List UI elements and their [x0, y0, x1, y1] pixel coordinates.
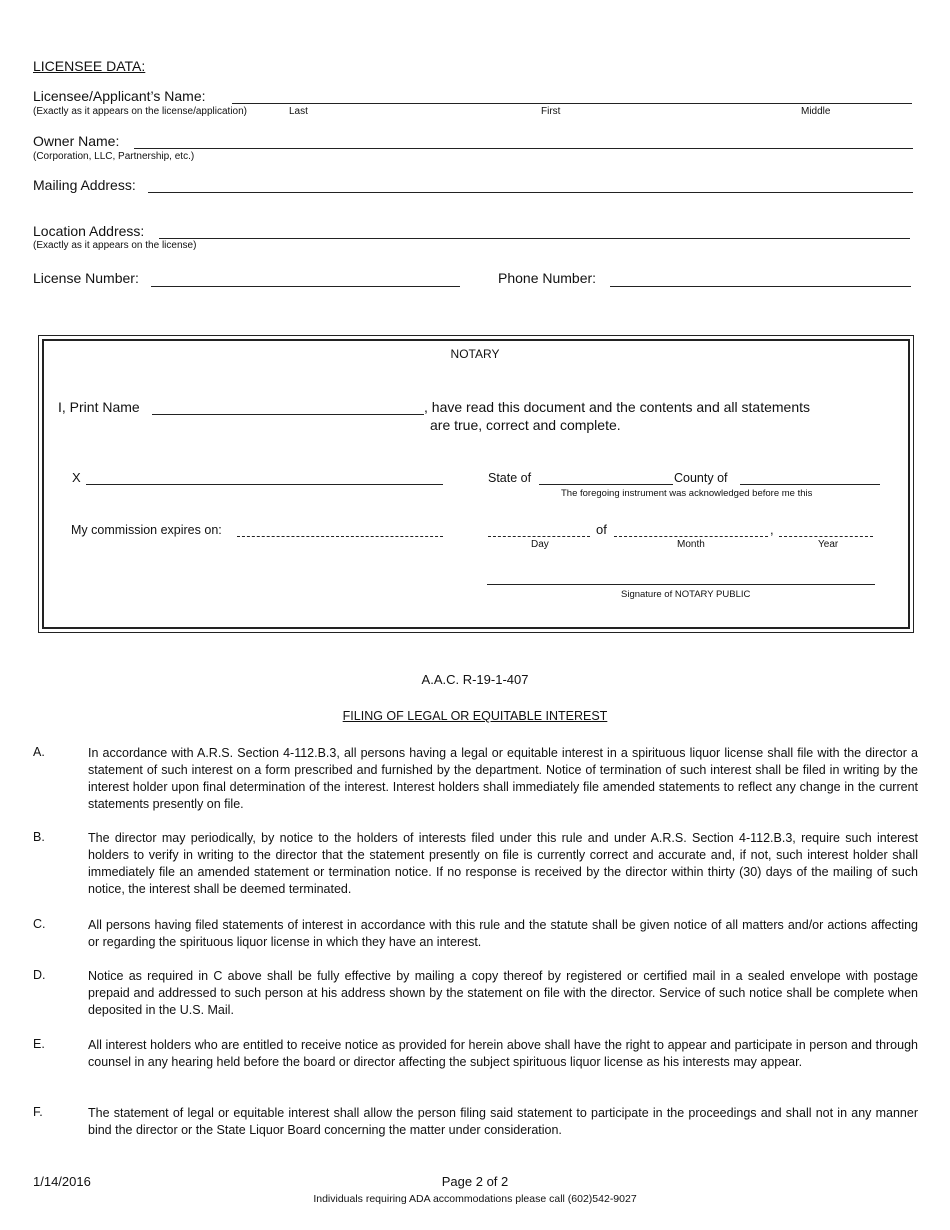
notary-signature-label: Signature of NOTARY PUBLIC	[621, 589, 751, 600]
month-field[interactable]	[614, 536, 768, 537]
notary-statement-line1: , have read this document and the contents and all statements	[424, 399, 811, 415]
licensee-name-field[interactable]	[232, 103, 912, 104]
paragraph-text: Notice as required in C above shall be fully effective by mailing a copy thereof by registered or certified mail in a sealed envelope with postage prepaid and addressed to such person at his address shown by the statement on file with the director. Service of such notice shall be complete when deposited in the U.S. Mail.	[88, 969, 918, 1017]
print-name-field[interactable]	[152, 414, 424, 415]
acknowledged-note: The foregoing instrument was acknowledged before me this	[561, 488, 813, 499]
paragraph-text: The director may periodically, by notice to the holders of interests filed under this rule and under A.R.S. Section 4-112.B.3, require such interest holders to verify in writing to the director that the statement presently on file is currently correct and accurate and, if not, such interest holder shall immediately file an amended statement or termination notice. If no response is received by the director within thirty (30) days of the mailing of such notice, the interest shall be deemed terminated.	[88, 831, 918, 896]
day-label: Day	[531, 539, 549, 550]
rule-heading-wrap	[0, 709, 950, 723]
license-number-field[interactable]	[151, 286, 460, 287]
footer-page-number: Page 2 of 2	[441, 1174, 509, 1189]
owner-name-note: (Corporation, LLC, Partnership, etc.)	[33, 151, 195, 162]
rule-heading: FILING OF LEGAL OR EQUITABLE INTEREST	[342, 709, 608, 723]
licensee-name-note: (Exactly as it appears on the license/application)	[33, 106, 248, 117]
notary-title: NOTARY	[450, 347, 500, 361]
license-number-label: License Number:	[33, 270, 139, 286]
signature-x-label: X	[72, 470, 81, 485]
owner-name-label: Owner Name:	[33, 133, 120, 149]
licensee-name-label: Licensee/Applicant’s Name:	[33, 88, 206, 104]
phone-number-label: Phone Number:	[498, 270, 597, 286]
paragraph-letter: E.	[33, 1037, 45, 1051]
rule-code: A.A.C. R-19-1-407	[421, 672, 529, 687]
notary-signature-field[interactable]	[487, 584, 875, 585]
notary-statement-line2: are true, correct and complete.	[430, 417, 621, 433]
print-name-label: I, Print Name	[58, 399, 140, 415]
year-field[interactable]	[779, 536, 873, 537]
state-label: State of	[488, 471, 532, 485]
of-label: of	[596, 522, 607, 537]
paragraph-letter: C.	[33, 917, 46, 931]
licensee-name-first-label: First	[541, 106, 561, 117]
footer-ada-note: Individuals requiring ADA accommodations please call (602)542-9027	[313, 1193, 637, 1205]
comma-separator: ,	[770, 522, 774, 537]
paragraph-text: In accordance with A.R.S. Section 4-112.B.3, all persons having a legal or equitable interest in a spirituous liquor license shall file with the director a statement of such interest on a form prescribed and furnished by the department. Notice of termination of such interest shall be filed in writing by the interest holder upon final determination of the interest. Interest holders shall immediately file amended statements to reflect any change in the current statements presently on file.	[88, 746, 918, 811]
paragraph-letter: F.	[33, 1105, 43, 1119]
paragraph-text: All persons having filed statements of interest in accordance with this rule and the statute shall be given notice of all matters and/or actions affecting or regarding the spirituous liquor license in which they have an interest.	[88, 918, 918, 949]
commission-expires-field[interactable]	[237, 536, 443, 537]
month-label: Month	[677, 539, 705, 550]
paragraph-letter: D.	[33, 968, 46, 982]
paragraph-letter: A.	[33, 745, 45, 759]
licensee-name-middle-label: Middle	[801, 106, 831, 117]
licensee-name-last-label: Last	[289, 106, 308, 117]
location-address-note: (Exactly as it appears on the license)	[33, 240, 197, 251]
affiant-signature-field[interactable]	[86, 484, 443, 485]
day-field[interactable]	[488, 536, 590, 537]
county-field[interactable]	[740, 484, 880, 485]
year-label: Year	[818, 539, 839, 550]
paragraph-text: All interest holders who are entitled to receive notice as provided for herein above shall have the right to appear and participate in person and through counsel in any hearing held before the board or director affecting the subject spirituous liquor license as his interests may appear.	[88, 1038, 918, 1069]
mailing-address-field[interactable]	[148, 192, 913, 193]
phone-number-field[interactable]	[610, 286, 911, 287]
footer-date: 1/14/2016	[33, 1174, 91, 1189]
county-label: County of	[674, 471, 728, 485]
location-address-field[interactable]	[159, 238, 910, 239]
paragraph-letter: B.	[33, 830, 45, 844]
mailing-address-label: Mailing Address:	[33, 177, 136, 193]
paragraph-text: The statement of legal or equitable interest shall allow the person filing said statement to participate in the proceedings and shall not in any manner bind the director or the State Liquor Board concerning the matter under consideration.	[88, 1106, 918, 1137]
owner-name-field[interactable]	[134, 148, 913, 149]
state-field[interactable]	[539, 484, 673, 485]
commission-expires-label: My commission expires on:	[71, 523, 222, 537]
location-address-label: Location Address:	[33, 223, 145, 239]
section-title-licensee: LICENSEE DATA:	[33, 58, 146, 74]
